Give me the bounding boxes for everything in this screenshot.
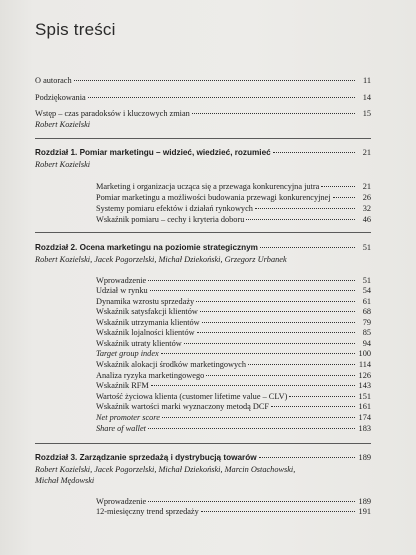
toc-subentry-label: Net promoter score bbox=[96, 413, 160, 422]
toc-subentry-label: Systemy pomiaru efektów i działań rynkowych bbox=[96, 204, 253, 213]
toc-entry-podziekowania[interactable] bbox=[35, 93, 371, 103]
toc-entry-page: 14 bbox=[362, 93, 371, 102]
author-name: Robert Kozielski bbox=[35, 120, 91, 129]
toc-subentry-label: Wskaźnik wartości marki wyznaczony metodą DCF bbox=[96, 402, 270, 411]
toc-chapter-3[interactable] bbox=[35, 453, 371, 463]
toc-subentry-label: Share of wallet bbox=[96, 424, 146, 433]
toc-subentry[interactable] bbox=[96, 497, 371, 507]
toc-subentry-label: Udział w rynku bbox=[96, 286, 148, 295]
toc-subentry-page: 79 bbox=[362, 318, 371, 327]
toc-entry-wstep[interactable] bbox=[35, 109, 371, 119]
toc-entry-label: Wstęp – czas paradoksów i kluczowych zmian bbox=[35, 109, 190, 118]
chapter-page: 51 bbox=[362, 243, 371, 252]
chapter-page: 21 bbox=[362, 148, 371, 157]
toc-subentry-page: 32 bbox=[362, 204, 371, 213]
toc-subentry[interactable] bbox=[96, 360, 371, 370]
dot-leader bbox=[289, 396, 355, 397]
toc-subentry[interactable] bbox=[96, 381, 371, 391]
toc-subentry[interactable] bbox=[96, 339, 371, 349]
toc-subentry-label: Marketing i organizacja ucząca się a przewaga konkurencyjna jutra bbox=[96, 182, 320, 191]
toc-subentry[interactable] bbox=[96, 413, 371, 423]
dot-leader bbox=[201, 511, 355, 512]
chapter-title: Rozdział 2. Ocena marketingu na poziomie strategicznym bbox=[35, 243, 258, 252]
dot-leader bbox=[273, 152, 355, 153]
toc-subentry-page: 114 bbox=[358, 360, 371, 369]
dot-leader bbox=[246, 219, 355, 220]
toc-subentry[interactable] bbox=[96, 402, 371, 412]
toc-subentry[interactable] bbox=[96, 276, 371, 286]
toc-entry-o-autorach[interactable] bbox=[35, 76, 371, 86]
toc-subentry-label: Pomiar marketingu a możliwości budowania przewagi konkurencyjnej bbox=[96, 193, 331, 202]
section-divider bbox=[35, 138, 371, 139]
dot-leader bbox=[197, 332, 355, 333]
section-divider bbox=[35, 443, 371, 444]
toc-subentry-label: Wskaźnik satysfakcji klientów bbox=[96, 307, 198, 316]
toc-subentry-page: 21 bbox=[362, 182, 371, 191]
chapter-author: Robert Kozielski, Jacek Pogorzelski, Michał Dziekoński, Grzegorz Urbanek bbox=[35, 255, 287, 264]
toc-subentry[interactable] bbox=[96, 328, 371, 338]
toc-subentry-page: 54 bbox=[362, 286, 371, 295]
section-divider bbox=[35, 232, 371, 233]
toc-subentry[interactable] bbox=[96, 307, 371, 317]
dot-leader bbox=[74, 80, 355, 81]
toc-subentry-label: Wskaźnik lojalności klientów bbox=[96, 328, 195, 337]
toc-subentry[interactable] bbox=[96, 349, 371, 359]
toc-subentry-label: Target group index bbox=[96, 349, 159, 358]
toc-subentry-page: 183 bbox=[358, 424, 371, 433]
dot-leader bbox=[151, 385, 355, 386]
dot-leader bbox=[162, 417, 355, 418]
toc-subentry-page: 26 bbox=[362, 193, 371, 202]
dot-leader bbox=[148, 280, 355, 281]
toc-subentry[interactable] bbox=[96, 371, 371, 381]
toc-subentry-page: 143 bbox=[358, 381, 371, 390]
toc-subentry[interactable] bbox=[96, 215, 371, 225]
dot-leader bbox=[150, 290, 355, 291]
toc-entry-page: 15 bbox=[362, 109, 371, 118]
chapter-title: Rozdział 1. Pomiar marketingu – widzieć, wiedzieć, rozumieć bbox=[35, 148, 271, 157]
toc-entry-page: 11 bbox=[363, 76, 371, 85]
toc-subentry-label: Wskaźnik RFM bbox=[96, 381, 149, 390]
toc-subentry[interactable] bbox=[96, 297, 371, 307]
page-title: Spis treści bbox=[35, 20, 116, 39]
toc-subentry[interactable] bbox=[96, 182, 371, 192]
toc-subentry-page: 189 bbox=[358, 497, 371, 506]
toc-subentry-label: Wskaźnik utrzymania klientów bbox=[96, 318, 200, 327]
dot-leader bbox=[148, 501, 355, 502]
chapter-author: Michał Mędowski bbox=[35, 476, 95, 485]
toc-subentry-page: 174 bbox=[358, 413, 371, 422]
dot-leader bbox=[161, 353, 355, 354]
toc-subentry-label: Wartość życiowa klienta (customer lifetime value – CLV) bbox=[96, 392, 288, 401]
toc-subentry[interactable] bbox=[96, 392, 371, 402]
toc-subentry-page: 61 bbox=[362, 297, 371, 306]
toc-subentry-label: Wprowadzenie bbox=[96, 497, 147, 506]
dot-leader bbox=[321, 186, 355, 187]
toc-subentry-label: Wprowadzenie bbox=[96, 276, 147, 285]
toc-subentry-label: Analiza ryzyka marketingowego bbox=[96, 371, 205, 380]
toc-subentry-label: Dynamika wzrostu sprzedaży bbox=[96, 297, 195, 306]
toc-entry-label: Podziękowania bbox=[35, 93, 86, 102]
toc-subentry[interactable] bbox=[96, 424, 371, 434]
dot-leader bbox=[255, 208, 355, 209]
toc-subentry-page: 51 bbox=[362, 276, 371, 285]
chapter-title: Rozdział 3. Zarządzanie sprzedażą i dystrybucją towarów bbox=[35, 453, 257, 462]
dot-leader bbox=[192, 113, 355, 114]
dot-leader bbox=[206, 375, 355, 376]
dot-leader bbox=[259, 457, 355, 458]
toc-subentry[interactable] bbox=[96, 286, 371, 296]
dot-leader bbox=[260, 247, 355, 248]
toc-subentry[interactable] bbox=[96, 318, 371, 328]
chapter-author: Robert Kozielski bbox=[35, 160, 91, 169]
toc-subentry-page: 151 bbox=[358, 392, 371, 401]
toc-subentry-label: Wskaźnik alokacji środków marketingowych bbox=[96, 360, 246, 369]
dot-leader bbox=[333, 197, 355, 198]
toc-entry-label: O autorach bbox=[35, 76, 72, 85]
toc-subentry-page: 161 bbox=[358, 402, 371, 411]
chapter-author: Robert Kozielski, Jacek Pogorzelski, Michał Dziekoński, Marcin Ostachowski, bbox=[35, 465, 296, 474]
toc-chapter-1[interactable] bbox=[35, 148, 371, 158]
toc-subentry-page: 85 bbox=[362, 328, 371, 337]
toc-subentry-label: Wskaźnik utraty klientów bbox=[96, 339, 182, 348]
toc-subentry-page: 94 bbox=[362, 339, 371, 348]
dot-leader bbox=[148, 428, 355, 429]
dot-leader bbox=[248, 364, 355, 365]
chapter-page: 189 bbox=[358, 453, 371, 462]
dot-leader bbox=[200, 311, 355, 312]
toc-subentry[interactable] bbox=[96, 204, 371, 214]
toc-subentry-page: 100 bbox=[358, 349, 371, 358]
toc-subentry-label: Wskaźnik pomiaru – cechy i kryteria doboru bbox=[96, 215, 245, 224]
dot-leader bbox=[88, 97, 355, 98]
toc-subentry-page: 126 bbox=[358, 371, 371, 380]
toc-chapter-2[interactable] bbox=[35, 243, 371, 253]
dot-leader bbox=[184, 343, 355, 344]
toc-subentry-page: 191 bbox=[358, 507, 371, 516]
dot-leader bbox=[202, 322, 355, 323]
toc-subentry[interactable] bbox=[96, 507, 371, 517]
toc-subentry-label: 12-miesięczny trend sprzedaży bbox=[96, 507, 199, 516]
toc-subentry-page: 46 bbox=[362, 215, 371, 224]
dot-leader bbox=[196, 301, 355, 302]
toc-subentry-page: 68 bbox=[362, 307, 371, 316]
toc-subentry[interactable] bbox=[96, 193, 371, 203]
dot-leader bbox=[271, 406, 355, 407]
